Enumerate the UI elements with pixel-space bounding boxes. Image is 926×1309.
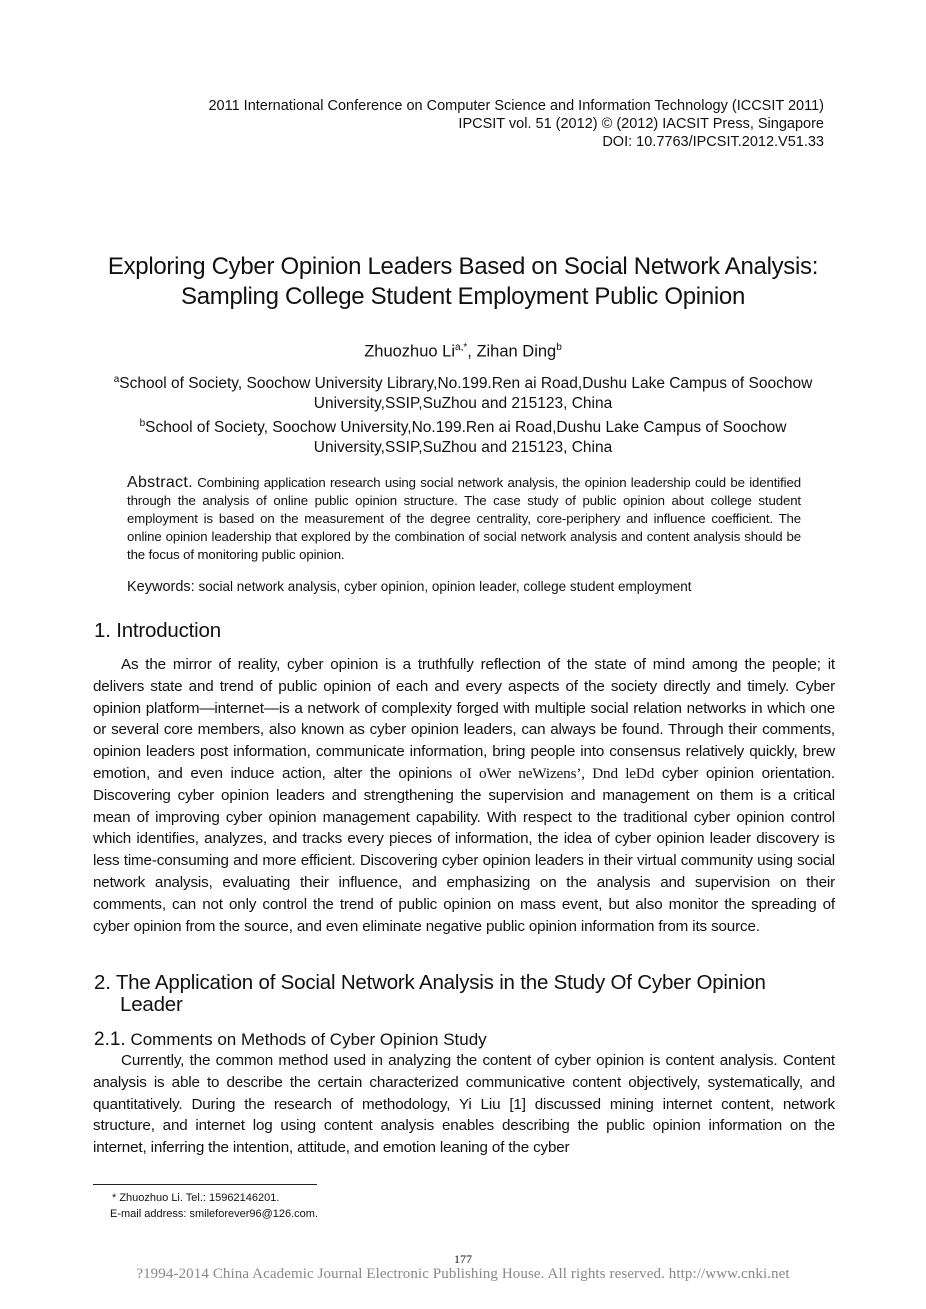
affiliation-text: University,SSIP,SuZhou and 215123, China [313, 395, 613, 413]
section-heading-introduction: 1. Introduction [94, 619, 221, 642]
keywords [127, 578, 806, 596]
conference-line: 2011 International Conference on Computer Science and Information Technology (ICCSIT 2011) [208, 98, 824, 114]
affiliation-mark: a [113, 374, 120, 385]
subsection-title: Comments on Methods of Cyber Opinion Study [130, 1030, 487, 1049]
footnote-email: E-mail address: smileforever96@126.com. [110, 1208, 319, 1220]
author-name: Zhuozhuo Li [364, 342, 456, 361]
author-affiliation-mark: a,* [455, 342, 468, 353]
garbled-text: s oI oWer neWizens’, Dnd leDd [446, 764, 655, 782]
paper-title [60, 252, 866, 312]
affiliation-b [100, 414, 826, 458]
footnote [112, 1190, 318, 1222]
author-separator: , [467, 342, 477, 361]
abstract-label: Abstract. [127, 474, 193, 491]
footnote-line: * Zhuozhuo Li. Tel.: 15962146201. [112, 1192, 280, 1204]
footnote-divider [93, 1184, 317, 1185]
author-affiliation-mark: b [556, 342, 562, 353]
affiliation-mark: b [139, 418, 146, 429]
heading-line: 2. The Application of Social Network Analysis in the Study Of Cyber Opinion [94, 971, 766, 994]
section-heading-application [94, 972, 836, 1016]
volume-line: IPCSIT vol. 51 (2012) © (2012) IACSIT Press, Singapore [458, 116, 824, 132]
subsection-number: 2.1. [94, 1029, 126, 1050]
author-name: Zihan Ding [476, 342, 557, 361]
introduction-paragraph [93, 654, 835, 937]
abstract-text: Combining application research using social network analysis, the opinion leadership could be identified through the analysis of online public opinion structure. The case study of public opinion about college student employment is based on the measurement of the degree centrality, core-periphery and influence coefficient. The online opinion leadership that explored by the combination of social network analysis and content analysis should be the focus of monitoring public opinion. [127, 475, 801, 562]
affiliation-text: School of Society, Soochow University Library,No.199.Ren ai Road,Dushu Lake Campus of Soochow [119, 375, 813, 393]
subsection-paragraph: Currently, the common method used in analyzing the content of cyber opinion is content analysis. Content analysis is able to describe the certain characterized communicative content objectively, systematically, and quantitatively. During the research of methodology, Yi Liu [1] discussed mining internet content, network structure, and internet log using content analysis enables describing the public opinion information on the internet, inferring the intention, attitude, and emotion leaning of the cyber [93, 1052, 835, 1157]
copyright-watermark: ?1994-2014 China Academic Journal Electronic Publishing House. All rights reserved. http://www.cnki.net [136, 1266, 790, 1282]
abstract [127, 474, 801, 564]
doi-line: DOI: 10.7763/IPCSIT.2012.V51.33 [602, 134, 824, 150]
affiliation-text: School of Society, Soochow University,No.199.Ren ai Road,Dushu Lake Campus of Soochow [145, 419, 787, 437]
page-number: 177 [454, 1252, 472, 1266]
title-line-1: Exploring Cyber Opinion Leaders Based on Social Network Analysis: [107, 253, 819, 280]
author-list [60, 337, 866, 363]
paragraph-text: cyber opinion orientation. Discovering cyber opinion leaders and strengthening the supervision and management on them is a critical mean of improving cyber opinion management capability. With respect to the traditional cyber opinion control which identifies, analyzes, and tracks every pieces of information, the idea of cyber opinion leader discovery is less time-consuming and more efficient. Discovering cyber opinion leaders in their virtual community using social network analysis, evaluating their influence, and emphasizing on the analysis and supervision on their comments, can not only control the trend of public opinion on mass event, but also monitor the spreading of cyber opinion from the source, and even eliminate negative public opinion information from its source. [93, 764, 835, 935]
heading-line: Leader [120, 993, 183, 1016]
paragraph-text: As the mirror of reality, cyber opinion is a truthfully reflection of the state of mind among the people; it delivers state and trend of public opinion of each and every aspects of the society directly and timely. Cyber opinion platform—internet—is a network of complexity forged with multiple social relation networks in which one or several core members, also known as cyber opinion leaders, can always be found. Through their comments, opinion leaders post information, communicate information, bring people into consensus relatively quickly, brew emotion, and even induce action, alter the opinion [93, 656, 835, 782]
subsection-heading [94, 1030, 836, 1050]
affiliation-a [100, 370, 826, 414]
title-line-2: Sampling College Student Employment Public Opinion [181, 283, 745, 310]
keywords-label: Keywords: [127, 579, 195, 595]
keywords-text: social network analysis, cyber opinion, opinion leader, college student employment [198, 579, 692, 594]
conference-header [208, 97, 824, 151]
affiliation-text: University,SSIP,SuZhou and 215123, China [313, 439, 613, 457]
